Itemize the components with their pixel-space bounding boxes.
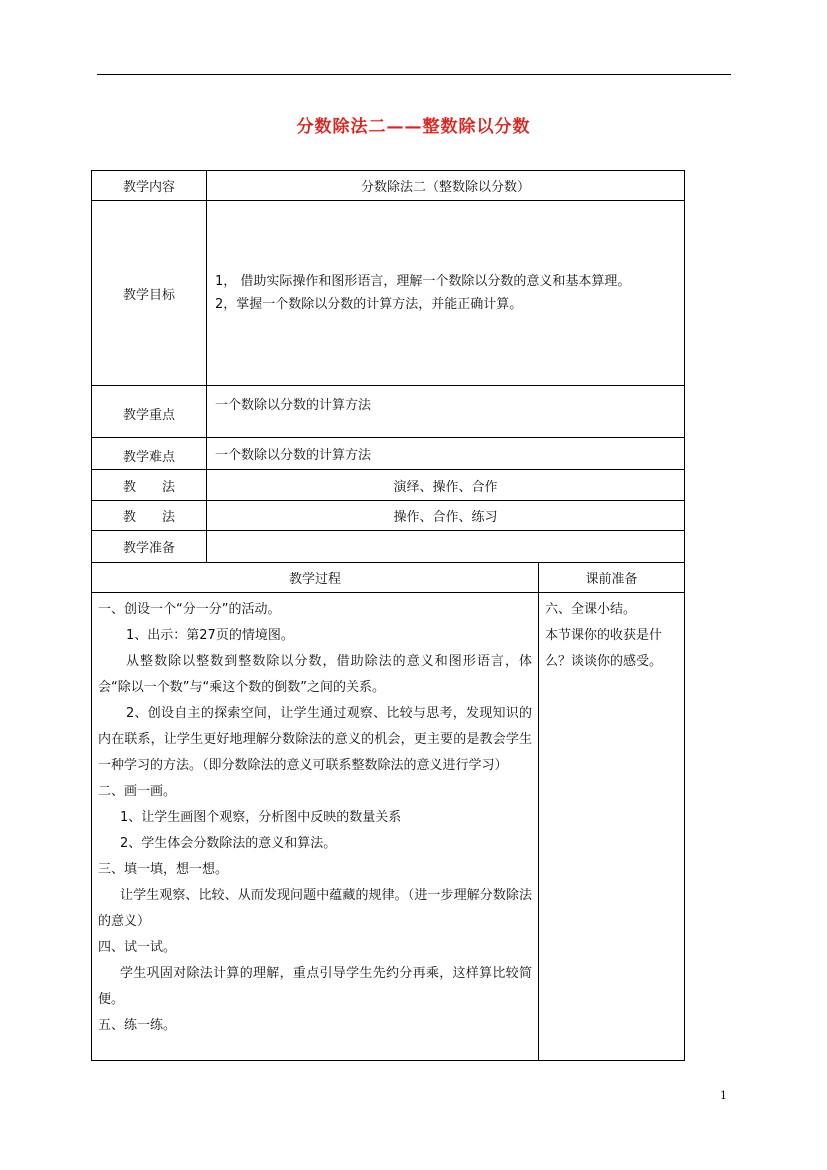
lesson-info-table [91, 170, 685, 563]
label-method-2: 教 法 [92, 501, 207, 531]
step-1-item-1: 1、出示：第27页的情境图。 [126, 628, 294, 643]
row-method-2 [92, 501, 685, 531]
step-1-item-2: 2、创设自主的探索空间，让学生通过观察、比较与思考，发现知识的内在联系，让学生更好地理解分数除法的意义的机会，更主要的是教会学生一种学习的方法。（即分数除法的意义可联系整数除法的意义进行学习） [98, 706, 532, 773]
row-method-1 [92, 470, 685, 501]
label-method-1: 教 法 [92, 470, 207, 501]
goal-line-2: 2，掌握一个数除以分数的计算方法，并能正确计算。 [215, 297, 523, 312]
row-preparation [92, 531, 685, 563]
label-difficulty: 教学难点 [92, 438, 207, 470]
step-1-detail: 从整数除以整数到整数除以分数，借助除法的意义和图形语言，体会“除以一个数”与“乘这个数的倒数”之间的关系。 [98, 654, 532, 695]
value-content: 分数除法二（整数除以分数） [207, 171, 685, 201]
value-key-point: 一个数除以分数的计算方法 [207, 386, 685, 438]
goal-line-1: 1， 借助实际操作和图形语言，理解一个数除以分数的意义和基本算理。 [215, 274, 631, 289]
step-1-heading: 一、创设一个“分一分”的活动。 [98, 602, 281, 617]
value-preparation [207, 531, 685, 563]
step-3-heading: 三、填一填，想一想。 [98, 862, 229, 877]
summary-question: 本节课你的收获是什么？谈谈你的感受。 [545, 628, 663, 669]
header-process: 教学过程 [92, 563, 539, 593]
preparation-content [539, 593, 685, 1061]
value-method-1: 演绎、操作、合作 [207, 470, 685, 501]
process-header-row [92, 563, 685, 593]
header-rule [97, 74, 731, 75]
step-4-detail: 学生巩固对除法计算的理解，重点引导学生先约分再乘，这样算比较简便。 [98, 966, 532, 1007]
row-content [92, 171, 685, 201]
label-content: 教学内容 [92, 171, 207, 201]
page-number: 1 [720, 1089, 727, 1102]
teaching-process-table [91, 562, 685, 1061]
label-preparation: 教学准备 [92, 531, 207, 563]
label-goals: 教学目标 [92, 201, 207, 386]
process-content [92, 593, 539, 1061]
step-3-detail: 让学生观察、比较、从而发现问题中蕴藏的规律。（进一步理解分数除法的意义） [98, 888, 532, 929]
summary-heading: 六、全课小结。 [545, 602, 637, 617]
value-method-2: 操作、合作、练习 [207, 501, 685, 531]
step-5-heading: 五、练一练。 [98, 1018, 177, 1033]
label-key-point: 教学重点 [92, 386, 207, 438]
value-goals [207, 201, 685, 386]
value-difficulty: 一个数除以分数的计算方法 [207, 438, 685, 470]
step-2-item-2: 2、学生体会分数除法的意义和算法。 [120, 836, 337, 851]
process-body-row [92, 593, 685, 1061]
step-4-heading: 四、试一试。 [98, 940, 177, 955]
header-preparation: 课前准备 [539, 563, 685, 593]
step-2-heading: 二、画一画。 [98, 784, 177, 799]
row-key-point [92, 386, 685, 438]
step-2-item-1: 1、让学生画图个观察，分析图中反映的数量关系 [120, 810, 402, 825]
row-difficulty [92, 438, 685, 470]
document-title: 分数除法二——整数除以分数 [296, 117, 531, 137]
row-goals [92, 201, 685, 386]
